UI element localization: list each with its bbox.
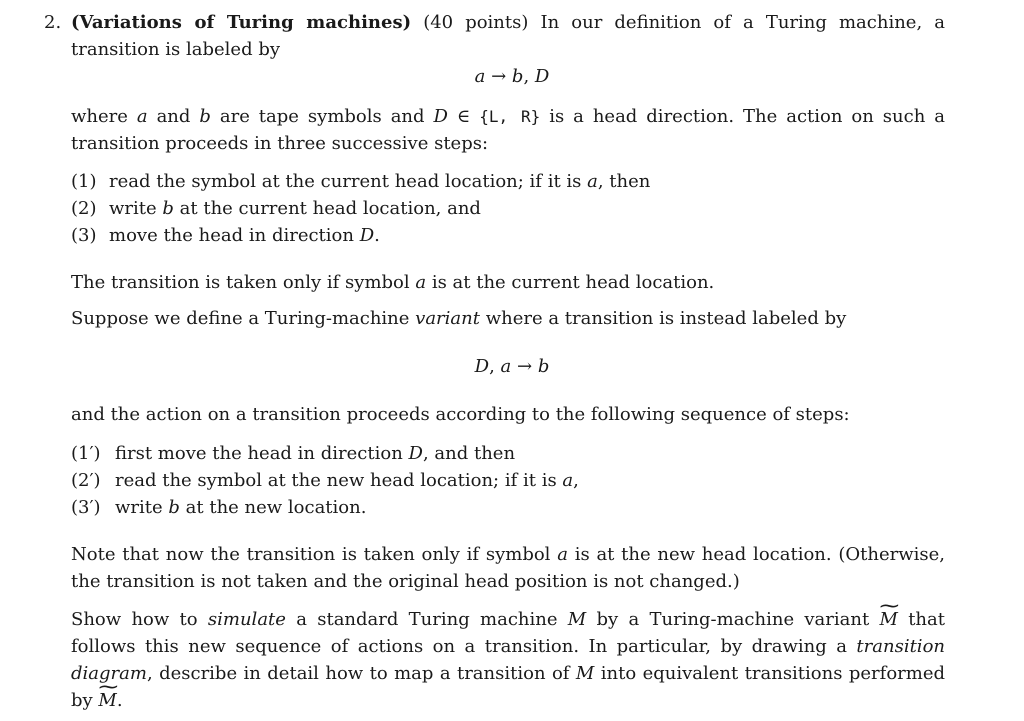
step-3: (3) move the head in direction D. — [71, 225, 380, 246]
step-2-prime: (2′) read the symbol at the new head location; if it is a, — [71, 470, 579, 491]
paragraph-sequence: and the action on a transition proceeds according to the following sequence of steps: — [71, 404, 850, 425]
question-intro-text: In our definition of a Turing machine, a transition is labeled by — [71, 12, 945, 60]
transition-label-variant: D, a → b — [474, 356, 550, 377]
step-1-prime: (1′) first move the head in direction D, and then — [71, 443, 516, 464]
m-tilde: ~ M — [879, 606, 897, 633]
step-3-prime: (3′) write b at the new location. — [71, 497, 367, 518]
question-points: (40 points) — [423, 12, 529, 33]
step-1: (1) read the symbol at the current head location; if it is a, then — [71, 171, 651, 192]
question-intro — [71, 9, 945, 63]
paragraph-task: Show how to simulate a standard Turing machine M by a Turing-machine variant ~ M that follows this new sequence of actions on a transition. In particular, by drawing a transition diagram, describe in detail how to map a transition of M into equivalent transitions performed by ~ M. — [71, 606, 945, 714]
m-tilde-2: ~ M — [98, 687, 116, 714]
direction-set: {L, R} — [479, 107, 541, 126]
paragraph-taken-condition: The transition is taken only if symbol a is at the current head location. — [71, 272, 715, 293]
step-2: (2) write b at the current head location, and — [71, 198, 481, 219]
paragraph-note: Note that now the transition is taken only if symbol a is at the new head location. (Otherwise, the transition is not taken and the original head position is not changed.) — [71, 544, 946, 592]
transition-label-standard: a → b, D — [474, 66, 550, 87]
question-title: (Variations of Turing machines) — [71, 12, 412, 33]
paragraph-variant: Suppose we define a Turing-machine variant where a transition is instead labeled by — [71, 308, 847, 329]
question-number: 2. — [44, 12, 62, 33]
paragraph-tape-symbols: where a and b are tape symbols and D ∈ {L, R} is a head direction. The action on such a transition proceeds in three successive steps: — [71, 106, 945, 154]
